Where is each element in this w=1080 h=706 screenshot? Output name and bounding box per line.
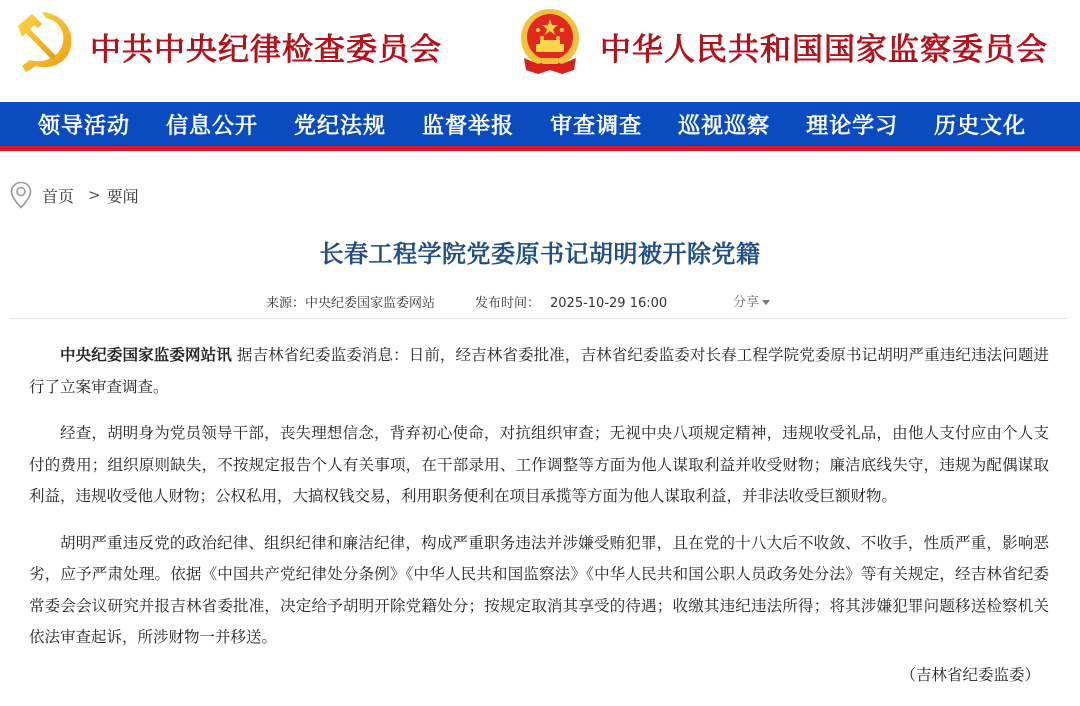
paragraph-text: 胡明严重违反党的政治纪律、组织纪律和廉洁纪律，构成严重职务违法并涉嫌受贿犯罪，且在党的十八大后不收敛、不收手，性质严重，影响恶劣，应予严肃处理。依据《中国共产党纪律处分条例》《中华人民共和国监察法》《中华人民共和国公职人员政务处分法》等有关规定，经吉林省纪委常委会会议研究并报吉林省委批准，决定给予胡明开除党籍处分；按规定取消其享受的待遇；收缴其违纪违法所得；将其涉嫌犯罪问题移送检察机关依法审查起诉，所涉财物一并移送。: [29, 533, 1049, 646]
nav-item-theory[interactable]: 理论学习: [806, 112, 899, 139]
nav-item-supervision-report[interactable]: 监督举报: [422, 112, 515, 139]
article-source: 来源：中央纪委国家监委网站: [266, 296, 436, 311]
publish-time-value: 2025-10-29 16:00: [550, 296, 668, 311]
nav-red-stripe: [0, 146, 1080, 151]
article-signature: （吉林省纪委监委）: [900, 666, 1040, 684]
share-dropdown[interactable]: [733, 291, 770, 310]
paragraph-lead: 中央纪委国家监委网站讯: [60, 346, 232, 364]
paragraph-2: [29, 418, 1049, 513]
breadcrumb-current[interactable]: 要闻: [106, 186, 139, 206]
nav-item-leadership[interactable]: 领导活动: [38, 112, 131, 139]
nav-item-regulations[interactable]: 党纪法规: [294, 112, 387, 139]
article-publish-time: [475, 292, 667, 311]
nav-item-inspection[interactable]: 巡视巡察: [678, 112, 771, 139]
paragraph-3: [29, 528, 1049, 654]
publish-time-label: 发布时间：: [475, 296, 541, 311]
breadcrumb-separator: >: [88, 186, 101, 204]
national-emblem-icon: [518, 8, 582, 76]
cc-discipline-commission-title[interactable]: 中共中央纪律检查委员会: [90, 32, 442, 68]
nav-item-history[interactable]: 历史文化: [934, 112, 1027, 139]
party-emblem-icon: [12, 8, 78, 74]
article-body: [29, 340, 1049, 669]
meta-divider: [10, 318, 1068, 319]
paragraph-1: [29, 340, 1049, 403]
nav-item-information[interactable]: 信息公开: [166, 112, 259, 139]
location-pin-icon: [10, 181, 32, 209]
nav-item-investigation[interactable]: 审查调查: [550, 112, 643, 139]
main-nav: [0, 102, 1080, 146]
paragraph-text: 据吉林省纪委监委消息：日前，经吉林省委批准，吉林省纪委监委对长春工程学院党委原书记胡明严重违纪违法问题进行了立案审查调查。: [29, 346, 1049, 396]
national-supervisory-commission-title[interactable]: 中华人民共和国国家监察委员会: [600, 32, 1048, 68]
article-meta: [0, 290, 1080, 312]
breadcrumb-home[interactable]: 首页: [42, 186, 75, 206]
article-title: 长春工程学院党委原书记胡明被开除党籍: [319, 240, 761, 268]
share-label: 分享: [733, 295, 760, 310]
caret-down-icon: [762, 300, 770, 305]
site-header: [0, 0, 1080, 102]
breadcrumb: [10, 180, 139, 210]
paragraph-text: 经查，胡明身为党员领导干部，丧失理想信念，背弃初心使命，对抗组织审查；无视中央八项规定精神，违规收受礼品，由他人支付应由个人支付的费用；组织原则缺失，不按规定报告个人有关事项，在干部录用、工作调整等方面为他人谋取利益并收受财物；廉洁底线失守，违规为配偶谋取利益，违规收受他人财物；公权私用，大搞权钱交易，利用职务便利在项目承揽等方面为他人谋取利益，并非法收受巨额财物。: [29, 424, 1049, 505]
